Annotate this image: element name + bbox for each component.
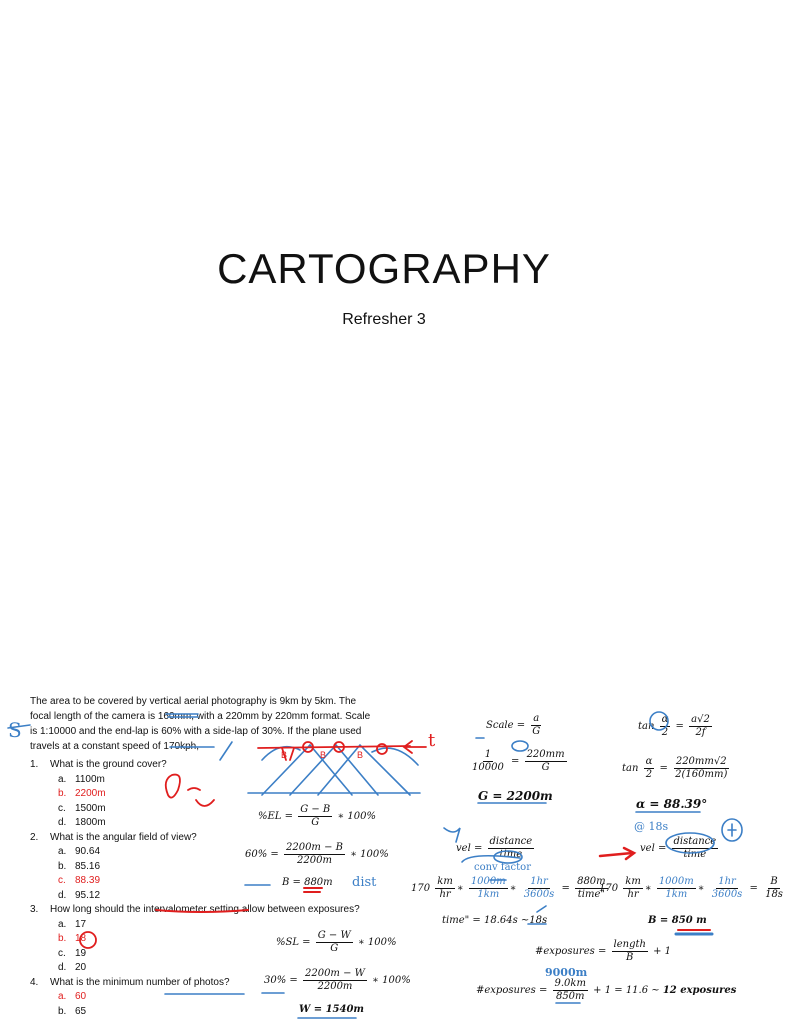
exposures-substituted: #exposures = $\frac{9.0km}{850m}$ + 1 = 11.6 ~ 12 exposures: [476, 978, 737, 1002]
width-result: W = 1540m: [299, 1004, 364, 1015]
page-title: CARTOGRAPHY: [217, 245, 551, 292]
dist-note: dist: [352, 875, 377, 890]
at-18s-note: @ 18s: [634, 820, 669, 833]
airbase-850-result: B = 850 m: [648, 915, 707, 926]
endlap-equation: %EL = $\frac{G - B}{G}$ ∗ 100%: [258, 804, 377, 828]
problem-line: The area to be covered by vertical aerial photography is 9km by 5km. The: [30, 696, 357, 707]
scale-ratio: $\frac{1}{10000}$ = $\frac{220mm}{G}$: [472, 749, 565, 773]
option-answer: b. 18: [58, 933, 87, 944]
airbase-result: B = 880m: [282, 877, 333, 888]
circle-mark: [722, 819, 742, 841]
endlap-substituted: 60% = $\frac{2200m - B}{2200m}$ ∗ 100%: [245, 842, 389, 866]
sidelap-substituted: 30% = $\frac{2200m - W}{2200m}$ ∗ 100%: [264, 968, 411, 992]
option: c. 1500m: [58, 802, 106, 814]
tan-equation: tan $\frac{\alpha}{2}$ = $\frac{a√2}{2f}$: [638, 714, 710, 738]
svg-text:B: B: [281, 750, 288, 760]
ground-cover-result: G = 2200m: [478, 789, 553, 803]
question-4: 4. What is the minimum number of photos?: [30, 976, 230, 988]
option: a. 1100m: [58, 773, 105, 785]
page-subtitle: Refresher 3: [342, 311, 426, 328]
option-answer: a. 60: [58, 991, 87, 1002]
velocity-equation-2: vel = $\frac{\text{distance}}{\text{time}}$: [640, 836, 717, 860]
velocity-conversion: 170 $\frac{km}{hr}$ ∗ $\frac{1000m}{1km}$ ∗ $\frac{1hr}{3600s}$ = $\frac{880m}{\text{time"}}$: [411, 876, 606, 900]
tan-substituted: tan $\frac{\alpha}{2}$ = $\frac{220mm√2}{2(160mm)}$: [622, 756, 728, 780]
9000m-note: 9000m: [545, 966, 588, 979]
velocity-equation: vel = $\frac{\text{distance}}{\text{time}}$: [456, 836, 533, 860]
problem-line: is 1:10000 and the end-lap is 60% with a side-lap of 30%. If the plane used: [30, 726, 362, 737]
option-answer: b. 2200m: [58, 788, 106, 799]
option-answer: c. 88.39: [58, 875, 101, 886]
problem-line: travels at a constant speed of 170kph,: [30, 741, 199, 752]
arrow-left: [404, 741, 426, 753]
exposures-equation: #exposures = $\frac{\text{length}}{B}$ + 1: [535, 939, 672, 963]
option: a. 90.64: [58, 846, 101, 857]
option: d. 20: [58, 962, 87, 973]
option: b. 65: [58, 1005, 87, 1017]
option: b. 85.16: [58, 860, 101, 872]
option: a. 17: [58, 918, 87, 930]
question-3: 3. How long should the intervalometer setting allow between exposures?: [30, 904, 360, 915]
svg-text:B: B: [357, 750, 364, 760]
velocity-conversion-2: 170 $\frac{km}{hr}$ ∗ $\frac{1000m}{1km}$ ∗ $\frac{1hr}{3600s}$ = $\frac{B}{18s}$: [599, 876, 783, 900]
question-2: 2. What is the angular field of view?: [30, 831, 197, 843]
option: c. 19: [58, 947, 87, 959]
svg-text:B: B: [320, 750, 327, 760]
conv-factor-note: conv factor: [474, 862, 531, 873]
question-1: 1. What is the ground cover?: [30, 759, 167, 770]
problem-line: focal length of the camera is 160mm, with a 220mm by 220mm format. Scale: [30, 711, 371, 722]
sidelap-equation: %SL = $\frac{G - W}{G}$ ∗ 100%: [276, 930, 397, 954]
t-note: t: [428, 730, 436, 751]
s-note: S: [8, 718, 22, 742]
option: d. 1800m: [58, 817, 106, 828]
scale-equation: Scale = $\frac{a}{G}$: [486, 713, 541, 737]
problem-statement: [30, 694, 390, 754]
option: d. 95.12: [58, 889, 101, 901]
arrow-right: [600, 848, 634, 859]
time-result: time" = 18.64s ~18s: [442, 915, 548, 926]
alpha-result: α = 88.39°: [636, 797, 708, 811]
